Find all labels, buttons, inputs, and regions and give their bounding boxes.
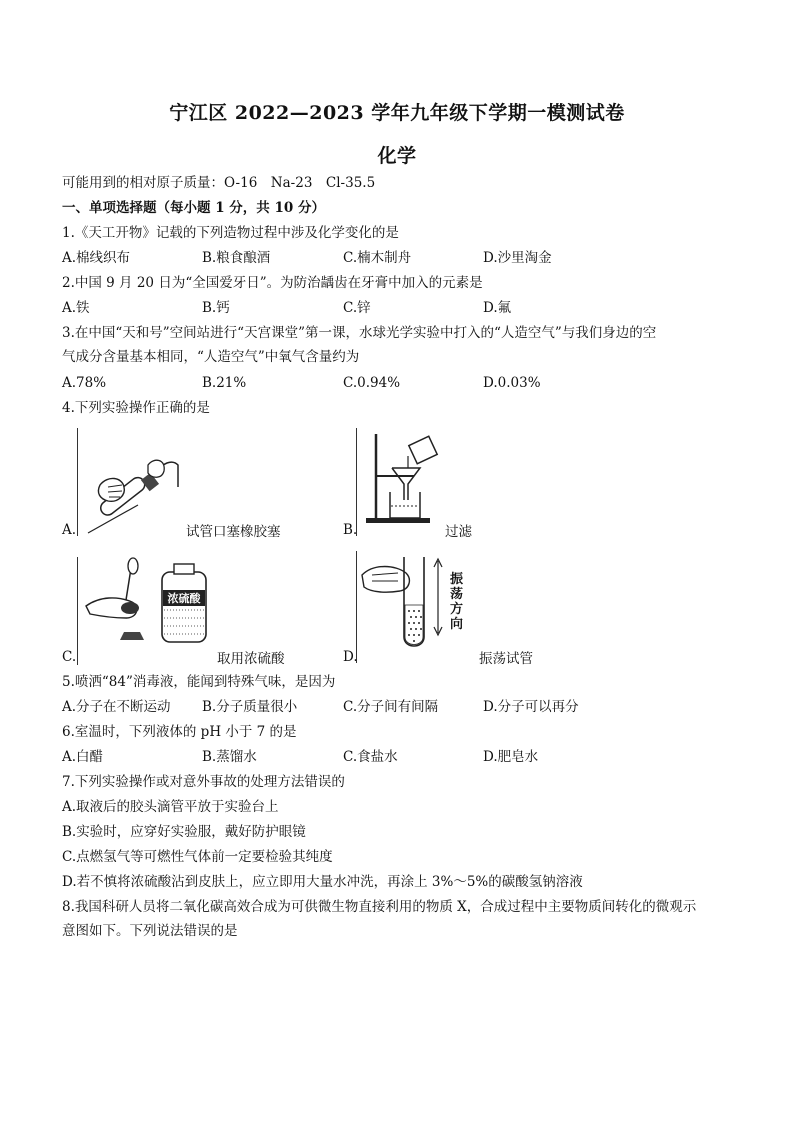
q5-option-d: D.分子可以再分 <box>483 699 579 715</box>
q5-option-a: A.分子在不断运动 <box>62 699 171 715</box>
q2-option-c: C.锌 <box>343 300 371 316</box>
q6-option-c: C.食盐水 <box>343 749 398 765</box>
q7-option-a: A.取液后的胶头滴管平放于实验台上 <box>62 799 279 815</box>
q6-option-b: B.蒸馏水 <box>202 749 257 765</box>
q4-caption-b: 过滤 <box>445 524 472 540</box>
question-2-stem: 2.中国 9 月 20 日为“全国爱牙日”。为防治龋齿在牙膏中加入的元素是 <box>62 275 483 291</box>
q2-option-a: A.铁 <box>62 300 90 316</box>
q3-option-c: C.0.94% <box>343 375 401 391</box>
q7-option-b: B.实验时，应穿好实验服，戴好防护眼镜 <box>62 824 306 840</box>
q7-option-d: D.若不慎将浓硫酸沾到皮肤上，应立即用大量水冲洗，再涂上 3%～5%的碳酸氢钠溶液 <box>62 874 583 890</box>
q3-option-d: D.0.03% <box>483 375 541 391</box>
q5-option-c: C.分子间有间隔 <box>343 699 439 715</box>
q3-option-b: B.21% <box>202 375 247 391</box>
section-heading: 一、单项选择题（每小题 1 分，共 10 分） <box>62 200 325 216</box>
question-3-stem: 3.在中国“天和号”空间站进行“天宫课堂”第一课，水球光学实验中打入的“人造空气”与我们身边的空 <box>62 325 657 341</box>
filtration-illustration <box>362 430 442 526</box>
figure-c-border <box>77 557 78 665</box>
question-3-stem-cont: 气成分含量基本相同，“人造空气”中氧气含量约为 <box>62 349 360 365</box>
bottle-label: 浓硫酸 <box>167 592 201 605</box>
stopper-test-tube-illustration <box>78 445 188 535</box>
shake-direction-label: 振荡方向 <box>450 572 464 632</box>
q1-option-a: A.棉线织布 <box>62 250 131 266</box>
question-1-stem: 1.《天工开物》记载的下列造物过程中涉及化学变化的是 <box>62 225 399 241</box>
question-4-stem: 4.下列实验操作正确的是 <box>62 400 210 416</box>
q5-option-b: B.分子质量很小 <box>202 699 298 715</box>
q4-option-a: A. <box>62 522 77 538</box>
q2-option-b: B.钙 <box>202 300 230 316</box>
q3-option-a: A.78% <box>62 375 107 391</box>
q4-option-d: D. <box>343 649 358 665</box>
atomic-masses: 可能用到的相对原子质量：O-16 Na-23 Cl-35.5 <box>62 175 376 191</box>
question-8-stem: 8.我国科研人员将二氧化碳高效合成为可供微生物直接利用的物质 X，合成过程中主要物质间转化的微观示 <box>62 899 697 915</box>
question-6-stem: 6.室温时，下列液体的 pH 小于 7 的是 <box>62 724 297 740</box>
q1-option-c: C.楠木制舟 <box>343 250 412 266</box>
q4-option-c: C. <box>62 649 77 665</box>
exam-title: 宁江区 2022—2023 学年九年级下学期一模测试卷 <box>169 102 625 124</box>
q1-option-b: B.粮食酿酒 <box>202 250 271 266</box>
q4-option-b: B. <box>343 522 358 538</box>
q6-option-a: A.白醋 <box>62 749 104 765</box>
question-8-stem-cont: 意图如下。下列说法错误的是 <box>62 923 238 939</box>
sulfuric-acid-illustration <box>80 556 220 652</box>
question-7-stem: 7.下列实验操作或对意外事故的处理方法错误的 <box>62 774 345 790</box>
q1-option-d: D.沙里淘金 <box>483 250 552 266</box>
q4-caption-d: 振荡试管 <box>479 651 533 667</box>
q6-option-d: D.肥皂水 <box>483 749 539 765</box>
q2-option-d: D.氟 <box>483 300 512 316</box>
q4-caption-a: 试管口塞橡胶塞 <box>186 524 281 540</box>
q4-caption-c: 取用浓硫酸 <box>217 651 285 667</box>
subject-title: 化学 <box>377 145 417 167</box>
question-5-stem: 5.喷洒“84”消毒液，能闻到特殊气味，是因为 <box>62 674 336 690</box>
q7-option-c: C.点燃氢气等可燃性气体前一定要检验其纯度 <box>62 849 333 865</box>
